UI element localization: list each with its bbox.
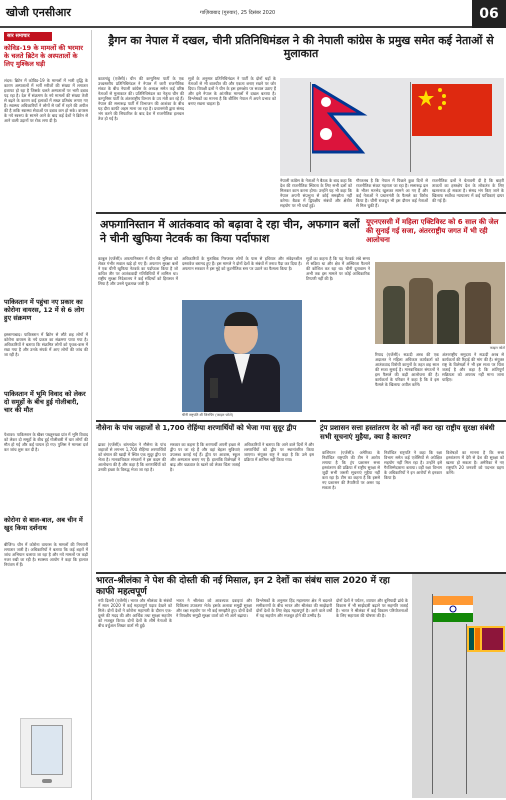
- lead-text-col-1: काठमांडू (एजेंसी)। चीन की कम्युनिस्ट पार्टी के एक उच्चस्तरीय प्रतिनिधिमंडल ने नेपाल में जारी राजनीतिक संकट के बीच नेपाली कांग्रेस के अध्यक्ष समेत कई वरिष्ठ नेताओं से मुलाकात की। प्रतिनिधिमंडल का नेतृत्व चीन की कम्युनिस्ट पार्टी के अंतरराष्ट्रीय विभाग के उप मंत्री कर रहे हैं। नेपाल की सत्तारूढ़ पार्टी में विभाजन की आशंका के बीच यह दौरा काफी अहम माना जा रहा है। प्रधानमंत्री द्वारा संसद भंग करने की सिफारिश के बाद देश में राजनीतिक हलचल तेज हो गई है।: [98, 76, 184, 121]
- page-number: 06: [472, 0, 506, 28]
- brief-text-2: इस्लामाबाद। पाकिस्तान में ब्रिटेन से लौटे छह लोगों में कोरोना वायरस के नये प्रकार का संक्रमण पाया गया है। अधिकारियों ने बताया कि संक्रमित लोगों को पृथक-वास में रखा गया है और उनके संपर्क में आए लोगों की जांच की जा रही है।: [4, 332, 88, 357]
- saudi-text-col-2: अंतरराष्ट्रीय समुदाय ने सऊदी अरब से कार्यकर्ता की रिहाई की मांग की है। संयुक्त राष्ट्र के विशेषज्ञों ने भी इस सजा पर चिंता जताई है और कहा है कि शांतिपूर्ण सक्रियता को अपराध नहीं माना जाना चाहिए।: [442, 352, 504, 382]
- article1-text-col-1: काबुल (एजेंसी)। अफगानिस्तान में चीन की भूमिका को लेकर गंभीर सवाल खड़े हो गए हैं। अफगान सुरक्षा बलों ने एक चीनी खुफिया नेटवर्क का पर्दाफाश किया है जो कथित तौर पर आतंकवादी गतिविधियों में शामिल था। राष्ट्रीय सुरक्षा निदेशालय ने कई संदिग्धों को हिरासत में लिया है और उनसे पूछताछ जारी है।: [98, 256, 178, 286]
- brief-text-3: पेशावर। पाकिस्तान के खैबर पख्तूनख्वा प्रांत में भूमि विवाद को लेकर दो समूहों के बीच हुई गोलीबारी में चार लोगों की मौत हो गई और कई घायल हो गए। पुलिस ने मामला दर्ज कर जांच शुरू कर दी है।: [4, 432, 88, 452]
- afghan-photo-caption: फाइल फोटो: [489, 346, 505, 350]
- section-tag: सार समाचार: [4, 32, 52, 41]
- srilanka-flag-image: [467, 626, 505, 652]
- brief-headline-3: पाकिस्तान में भूमि विवाद को लेकर दो समूहों के बीच हुई गोलीबारी, चार की मौत: [4, 390, 86, 414]
- article2-text-col-2: सरकार का कहना है कि शरणार्थी अपनी इच्छा से द्वीप पर जा रहे हैं और वहां बेहतर सुविधाएं उपलब्ध कराई गई हैं। द्वीप पर आवास, स्कूल और अस्पताल बनाए गए हैं। हालांकि विशेषज्ञों ने बाढ़ और चक्रवात के खतरे को लेकर चिंता जताई है।: [170, 442, 240, 472]
- afghan-forces-photo: [375, 262, 505, 344]
- xi-photo-caption: चीनी राष्ट्रपति शी जिनपिंग (फाइल फोटो): [182, 413, 234, 417]
- article2-headline: नौसेना के पांच जहाजों से 1,700 रोहिंग्या शरणार्थियों को भेजा गया सुदूर द्वीप: [96, 420, 316, 433]
- article1-header: [96, 212, 506, 252]
- china-flag-image: [412, 84, 492, 136]
- lead-text-col-3: नेपाली कांग्रेस के नेताओं ने बैठक के बाद कहा कि देश की राजनीतिक स्थिरता के लिए सभी दलों को मिलकर काम करना होगा। उन्होंने यह भी कहा कि नेपाल अपनी संप्रभुता से कोई समझौता नहीं करेगा। बैठक में द्विपक्षीय संबंधों और क्षेत्रीय सहयोग पर भी चर्चा हुई।: [280, 178, 352, 208]
- flags-photo: [280, 78, 504, 176]
- article3-headline: ट्रंप प्रशासन सत्ता हस्तांतरण देर को नहीं करा रहा राष्ट्रीय सुरक्षा संबंधी सभी सूचनाएं मुहैया, क्या है कारण?: [320, 420, 506, 442]
- xi-jinping-photo: [182, 300, 302, 412]
- nepal-flag-image: [312, 84, 372, 154]
- article1-text-col-2: अधिकारियों के मुताबिक गिरफ्तार लोगों के पास से हथियार और संवेदनशील दस्तावेज बरामद हुए हैं। इस मामले ने दोनों देशों के संबंधों में तनाव पैदा कर दिया है। अफगान सरकार ने इस मुद्दे को कूटनीतिक स्तर पर उठाने का फैसला किया है।: [182, 256, 302, 271]
- lead-text-col-4: गौरतलब है कि नेपाल में पिछले कुछ दिनों से राजनीतिक संकट गहराता जा रहा है। सत्तारूढ़ दल के भीतर मतभेद खुलकर सामने आ गए हैं और कई नेताओं ने प्रधानमंत्री के फैसले का विरोध किया है। चीनी राजदूत भी इस दौरान कई नेताओं से मिल चुकी हैं।: [356, 178, 428, 208]
- article1-text-col-3: सूत्रों का कहना है कि यह नेटवर्क लंबे समय से सक्रिय था और क्षेत्र में अस्थिरता फैलाने की कोशिश कर रहा था। चीनी दूतावास ने अभी तक इस मामले पर कोई आधिकारिक टिप्पणी नहीं की है।: [306, 256, 370, 281]
- lead-text-col-2: सूत्रों के अनुसार प्रतिनिधिमंडल ने पार्टी के दोनों धड़ों के नेताओं से भी बातचीत की और एकता बनाए रखने पर जोर दिया। विपक्षी दलों ने चीन के इस हस्तक्षेप पर सवाल उठाए हैं और इसे नेपाल के आंतरिक मामलों में दखल बताया है। विश्लेषकों का मानना है कि बीजिंग नेपाल में अपने प्रभाव को बनाए रखना चाहता है।: [188, 76, 276, 106]
- lead-text-col-5: राजनीतिक दलों ने चेतावनी दी है कि बाहरी ताकतों का हस्तक्षेप देश के लोकतंत्र के लिए खतरनाक हो सकता है। संसद भंग किए जाने के खिलाफ सर्वोच्च न्यायालय में कई याचिकाएं दायर की गई हैं।: [432, 178, 504, 203]
- article2-text-col-3: अधिकारियों ने बताया कि आने वाले दिनों में और शरणार्थियों को द्वीप पर स्थानांतरित किया जाएगा। संयुक्त राष्ट्र ने कहा है कि उसे इस प्रक्रिया में शामिल नहीं किया गया।: [244, 442, 314, 462]
- news-brief-sidebar: [0, 30, 92, 800]
- article4-headline: भारत-श्रीलंका ने पेश की दोस्ती की नई मिसाल, इन 2 देशों का संबंध साल 2020 में रहा काफी महत्वपूर्ण: [96, 572, 506, 594]
- issue-date: गाज़ियाबाद (गुरुवार), 25 दिसंबर 2020: [200, 10, 276, 16]
- article4-text-col-1: नयी दिल्ली (एजेंसी)। भारत और श्रीलंका के संबंधों में साल 2020 में कई महत्वपूर्ण पड़ाव देखने को मिले। दोनों देशों ने कोरोना महामारी के दौरान एक-दूसरे की मदद की और आर्थिक तथा सुरक्षा सहयोग को मजबूत किया। दोनों देशों के शीर्ष नेताओं के बीच वर्चुअल शिखर वार्ता भी हुई।: [98, 598, 172, 628]
- article3-text-col-3: विशेषज्ञों का मानना है कि सत्ता हस्तांतरण में देरी से देश की सुरक्षा को खतरा हो सकता है। अमेरिका में नए राष्ट्रपति 20 जनवरी को पदभार ग्रहण करेंगे।: [446, 450, 504, 475]
- article3-text-col-2: निर्वाचित राष्ट्रपति ने कहा कि रक्षा विभाग समेत कई एजेंसियों से अपेक्षित सहयोग नहीं मिल रहा है। उन्होंने इसे गैरजिम्मेदाराना बताया। वहीं रक्षा विभाग के अधिकारियों ने इन आरोपों से इनकार किया है।: [384, 450, 442, 480]
- india-srilanka-flags-photo: [412, 574, 506, 798]
- article3-text-col-1: वाशिंगटन (एजेंसी)। अमेरिका के निर्वाचित राष्ट्रपति की टीम ने आरोप लगाया है कि ट्रंप प्रशासन सत्ता हस्तांतरण की प्रक्रिया में राष्ट्रीय सुरक्षा से जुड़ी सभी जरूरी सूचनाएं मुहैया नहीं करा रहा है। टीम का कहना है कि इससे नए प्रशासन की तैयारियों पर असर पड़ सकता है।: [322, 450, 380, 490]
- masthead: [0, 0, 506, 28]
- saudi-text-col-1: रियाद (एजेंसी)। सऊदी अरब की एक अदालत ने महिला अधिकार कार्यकर्ता को आतंकवाद विरोधी कानूनों के तहत छह साल की सजा सुनाई है। मानवाधिकार संगठनों ने इस फैसले की कड़ी आलोचना की है। कार्यकर्ता के परिवार ने कहा है कि वे इस फैसले के खिलाफ अपील करेंगे।: [375, 352, 439, 387]
- saudi-headline: यूएनएससी में महिला एक्टिविस्ट को 6 साल की जेल की सुनाई गई सजा, अंतरराष्ट्रीय जगत में भी रही आलोचना: [366, 218, 499, 244]
- brand-title: खोजी एनसीआर: [6, 6, 71, 19]
- article4-text-col-3: विश्लेषकों के अनुसार हिंद महासागर क्षेत्र में बदलते समीकरणों के बीच भारत और श्रीलंका की साझेदारी दोनों देशों के लिए बेहद महत्वपूर्ण है। आने वाले वर्षों में यह सहयोग और मजबूत होने की उम्मीद है।: [256, 598, 332, 618]
- mobile-phone-image: [20, 718, 72, 788]
- india-flag-image: [433, 596, 473, 622]
- article2-text-col-1: ढाका (एजेंसी)। बांग्लादेश ने नौसेना के पांच जहाजों से लगभग 1,700 रोहिंग्या शरणार्थियों को बंगाल की खाड़ी में स्थित एक सुदूर द्वीप पर भेजा है। मानवाधिकार संगठनों ने इस कदम की आलोचना की है और कहा है कि शरणार्थियों को उनकी इच्छा के विरुद्ध भेजा जा रहा है।: [98, 442, 166, 472]
- brief-text-4: बीजिंग। चीन में कोरोना वायरस के मामलों की निगरानी लगातार जारी है। अधिकारियों ने बताया कि कई शहरों में जांच अभियान चलाया जा रहा है और नये मामलों पर कड़ी नजर रखी जा रही है। स्वास्थ्य आयोग ने कहा कि हालात नियंत्रण में हैं।: [4, 542, 88, 567]
- brief-headline-1: कोविड-19 के मामलों की भरमार के चलते ब्रिटेन के अस्पतालों के लिए मुश्किल घड़ी: [4, 44, 83, 68]
- brief-headline-2: पाकिस्तान में पहुंचा नए प्रकार का कोरोना वायरस, 12 में से 6 लोग हुए संक्रमण: [4, 298, 85, 322]
- article4-text-col-4: दोनों देशों ने पर्यटन, व्यापार और बुनियादी ढांचे के विकास में भी साझेदारी बढ़ाने पर सहमति जताई है। भारत ने श्रीलंका में कई विकास परियोजनाओं के लिए सहायता की घोषणा की है।: [336, 598, 408, 618]
- brief-headline-4: कोरोना से बाल-बाल, अब चीन में खुद किया दर्शनाथ: [4, 516, 83, 532]
- lead-headline: ड्रैगन का नेपाल में दखल, चीनी प्रतिनिधिमंडल ने की नेपाली कांग्रेस के प्रमुख समेत कई नेताओं से मुलाकात: [108, 34, 494, 60]
- article4-text-col-2: भारत ने श्रीलंका को आवश्यक दवाइयां और चिकित्सा उपकरण भेजे। इसके अलावा समुद्री सुरक्षा और रक्षा सहयोग पर भी कई समझौते हुए। दोनों देशों ने त्रिपक्षीय समुद्री सुरक्षा वार्ता को भी आगे बढ़ाया।: [176, 598, 252, 618]
- article1-headline: अफगानिस्तान में आतंकवाद को बढ़ावा दे रहा चीन, अफगान बलों ने चीनी खुफिया नेटवर्क का किया पर्दाफाश: [100, 218, 360, 245]
- brief-text-1: लंदन। ब्रिटेन में कोविड-19 के मामलों में भारी वृद्धि के कारण अस्पतालों में भर्ती मरीजों की संख्या में लगातार इजाफा हो रहा है जिसके चलते अस्पतालों पर भारी दबाव पड़ रहा है। देश में संक्रमण के नये मामलों की संख्या तेजी से बढ़ने के कारण कई इलाकों में सख्त प्रतिबंध लगाए गए हैं। स्वास्थ्य अधिकारियों ने लोगों से घरों में रहने की अपील की है ताकि स्वास्थ्य सेवाओं पर दबाव कम हो सके। वायरस के नये स्वरूप के सामने आने के बाद कई देशों ने ब्रिटेन से आने वाली उड़ानों पर रोक लगा दी है।: [4, 78, 88, 123]
